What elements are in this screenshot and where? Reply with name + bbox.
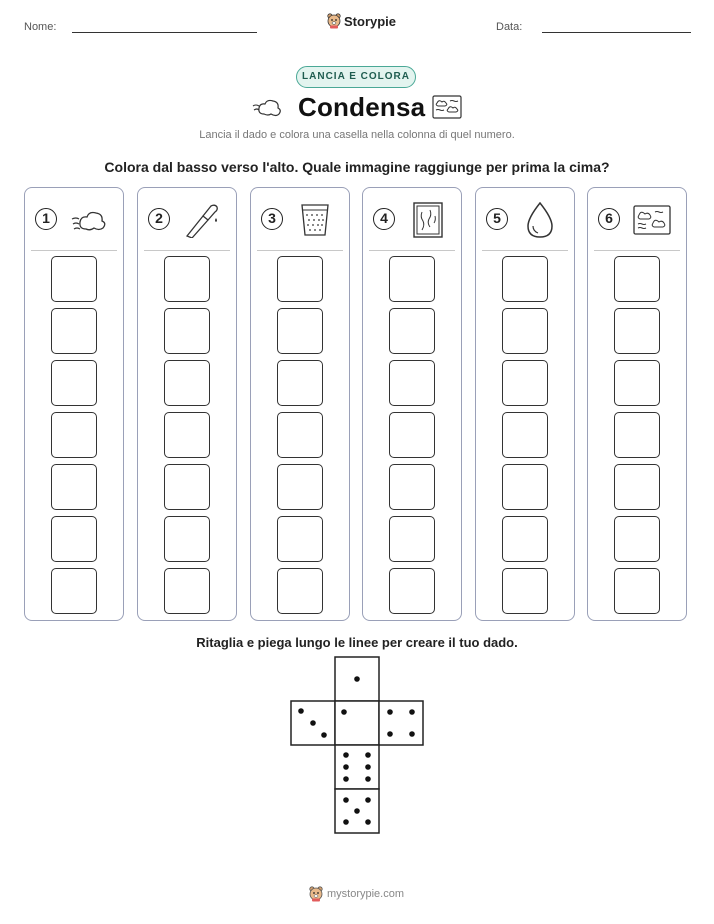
color-cell[interactable] — [502, 568, 548, 614]
column-number: 5 — [486, 208, 508, 230]
color-cell[interactable] — [277, 308, 323, 354]
color-cell[interactable] — [502, 308, 548, 354]
column-number: 3 — [261, 208, 283, 230]
steam-puff-icon — [70, 202, 108, 238]
pip — [365, 776, 371, 782]
color-cell[interactable] — [51, 464, 97, 510]
date-label: Data: — [496, 21, 523, 33]
column-divider — [257, 250, 343, 251]
color-cell[interactable] — [389, 360, 435, 406]
color-cell[interactable] — [51, 308, 97, 354]
color-cell[interactable] — [502, 464, 548, 510]
color-cell[interactable] — [51, 516, 97, 562]
die-face-lower — [335, 745, 379, 789]
color-cell[interactable] — [164, 256, 210, 302]
footer-url[interactable]: mystorypie.com — [327, 888, 405, 900]
column-number: 1 — [35, 208, 57, 230]
color-cell[interactable] — [389, 256, 435, 302]
color-cell[interactable] — [389, 516, 435, 562]
foggy-window-icon — [408, 202, 446, 238]
pip — [343, 764, 349, 770]
footer — [309, 886, 404, 902]
column-divider — [31, 250, 117, 251]
die-face-right — [379, 701, 423, 745]
column-6 — [587, 187, 687, 621]
cold-glass-icon — [296, 202, 334, 238]
color-cell[interactable] — [277, 256, 323, 302]
pip — [365, 797, 371, 803]
page-title: Condensa — [298, 92, 426, 122]
pip — [343, 797, 349, 803]
color-cell[interactable] — [614, 464, 660, 510]
water-drop-icon — [521, 202, 559, 238]
pip — [409, 709, 415, 715]
color-cell[interactable] — [51, 412, 97, 458]
die-instruction: Ritaglia e piega lungo le linee per creare il tuo dado. — [196, 635, 518, 650]
color-cell[interactable] — [277, 464, 323, 510]
weather-chart-icon — [432, 95, 462, 119]
color-cell[interactable] — [614, 360, 660, 406]
column-2 — [137, 187, 237, 621]
pip — [341, 709, 347, 715]
subtitle: Lancia il dado e colora una casella nella colonna di quel numero. — [199, 129, 515, 141]
brand-name: Storypie — [344, 13, 397, 29]
color-cell[interactable] — [164, 568, 210, 614]
color-cell[interactable] — [502, 256, 548, 302]
bear-logo-icon — [309, 886, 323, 902]
name-line[interactable] — [72, 32, 257, 33]
instruction: Colora dal basso verso l'alto. Quale immagine raggiunge per prima la cima? — [104, 159, 610, 175]
color-cell[interactable] — [614, 568, 660, 614]
color-cell[interactable] — [614, 516, 660, 562]
pip — [365, 764, 371, 770]
pip — [310, 720, 316, 726]
pip — [298, 708, 304, 714]
column-divider — [369, 250, 455, 251]
pip — [365, 752, 371, 758]
pip — [387, 709, 393, 715]
color-cell[interactable] — [51, 568, 97, 614]
brand-logo — [327, 13, 396, 29]
column-number: 2 — [148, 208, 170, 230]
pip — [387, 731, 393, 737]
color-cell[interactable] — [389, 308, 435, 354]
steam-puff-icon — [252, 94, 284, 120]
color-cell[interactable] — [614, 308, 660, 354]
color-cell[interactable] — [389, 568, 435, 614]
color-cell[interactable] — [502, 412, 548, 458]
color-cell[interactable] — [51, 256, 97, 302]
color-cell[interactable] — [614, 412, 660, 458]
pip — [354, 676, 360, 682]
color-cell[interactable] — [164, 412, 210, 458]
pip — [409, 731, 415, 737]
color-cell[interactable] — [164, 308, 210, 354]
name-label: Nome: — [24, 21, 57, 33]
color-cell[interactable] — [164, 464, 210, 510]
color-cell[interactable] — [277, 412, 323, 458]
die-net[interactable] — [290, 656, 426, 836]
pip — [365, 819, 371, 825]
pip — [343, 776, 349, 782]
color-cell[interactable] — [502, 360, 548, 406]
color-cell[interactable] — [164, 516, 210, 562]
column-number: 6 — [598, 208, 620, 230]
pip — [343, 752, 349, 758]
bear-logo-icon — [327, 13, 341, 29]
weather-chart-icon — [633, 202, 671, 238]
color-cell[interactable] — [277, 568, 323, 614]
pip — [321, 732, 327, 738]
dropper-pipette-icon — [183, 202, 221, 238]
color-cell[interactable] — [51, 360, 97, 406]
color-cell[interactable] — [164, 360, 210, 406]
column-divider — [144, 250, 230, 251]
color-cell[interactable] — [277, 360, 323, 406]
column-number: 4 — [373, 208, 395, 230]
color-cell[interactable] — [277, 516, 323, 562]
column-divider — [482, 250, 568, 251]
column-divider — [594, 250, 680, 251]
activity-badge: LANCIA E COLORA — [296, 66, 416, 88]
die-face-center — [335, 701, 379, 745]
column-3 — [250, 187, 350, 621]
color-cell[interactable] — [389, 412, 435, 458]
color-cell[interactable] — [614, 256, 660, 302]
pip — [343, 819, 349, 825]
color-cell[interactable] — [389, 464, 435, 510]
color-cell[interactable] — [502, 516, 548, 562]
column-4 — [362, 187, 462, 621]
column-1 — [24, 187, 124, 621]
column-5 — [475, 187, 575, 621]
date-line[interactable] — [542, 32, 691, 33]
pip — [354, 808, 360, 814]
